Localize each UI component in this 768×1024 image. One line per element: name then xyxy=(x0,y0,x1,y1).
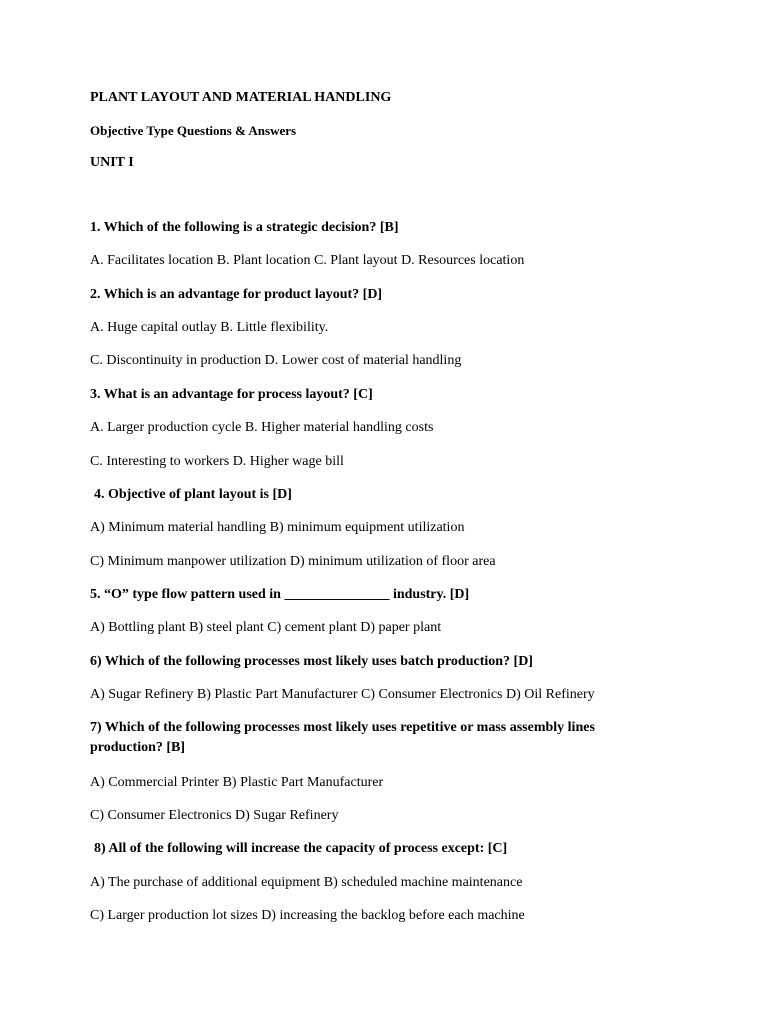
question-8-options-line-1: A) The purchase of additional equipment B) scheduled machine maintenance xyxy=(90,875,523,890)
question-4-options-line-1: A) Minimum material handling B) minimum equipment utilization xyxy=(90,520,465,535)
question-2: 2. Which is an advantage for product layout? [D] xyxy=(90,287,383,302)
question-2-options-line-1: A. Huge capital outlay B. Little flexibility. xyxy=(90,320,329,335)
question-1-options: A. Facilitates location B. Plant location C. Plant layout D. Resources location xyxy=(90,253,525,268)
question-4: 4. Objective of plant layout is [D] xyxy=(94,487,292,502)
document-subtitle: Objective Type Questions & Answers xyxy=(90,123,297,138)
question-7-options-line-2: C) Consumer Electronics D) Sugar Refinery xyxy=(90,808,339,823)
question-8-options-line-2: C) Larger production lot sizes D) increasing the backlog before each machine xyxy=(90,908,525,923)
question-7: 7) Which of the following processes most likely uses repetitive or mass assembly lines production? [B] xyxy=(90,720,595,755)
question-2-options-line-2: C. Discontinuity in production D. Lower cost of material handling xyxy=(90,353,462,368)
unit-heading: UNIT I xyxy=(90,155,134,170)
question-4-options-line-2: C) Minimum manpower utilization D) minimum utilization of floor area xyxy=(90,554,496,569)
question-3-options-line-1: A. Larger production cycle B. Higher material handling costs xyxy=(90,420,434,435)
question-7-options-line-1: A) Commercial Printer B) Plastic Part Manufacturer xyxy=(90,775,384,790)
question-3: 3. What is an advantage for process layout? [C] xyxy=(90,387,373,402)
question-6: 6) Which of the following processes most likely uses batch production? [D] xyxy=(90,654,533,669)
question-3-options-line-2: C. Interesting to workers D. Higher wage bill xyxy=(90,454,344,469)
question-5: 5. “O” type flow pattern used in _______________ industry. [D] xyxy=(90,587,470,602)
question-6-options: A) Sugar Refinery B) Plastic Part Manufacturer C) Consumer Electronics D) Oil Refinery xyxy=(90,687,595,702)
question-5-options: A) Bottling plant B) steel plant C) cement plant D) paper plant xyxy=(90,620,442,635)
document-title: PLANT LAYOUT AND MATERIAL HANDLING xyxy=(90,90,392,105)
question-8: 8) All of the following will increase the capacity of process except: [C] xyxy=(94,841,508,856)
question-1: 1. Which of the following is a strategic decision? [B] xyxy=(90,220,399,235)
